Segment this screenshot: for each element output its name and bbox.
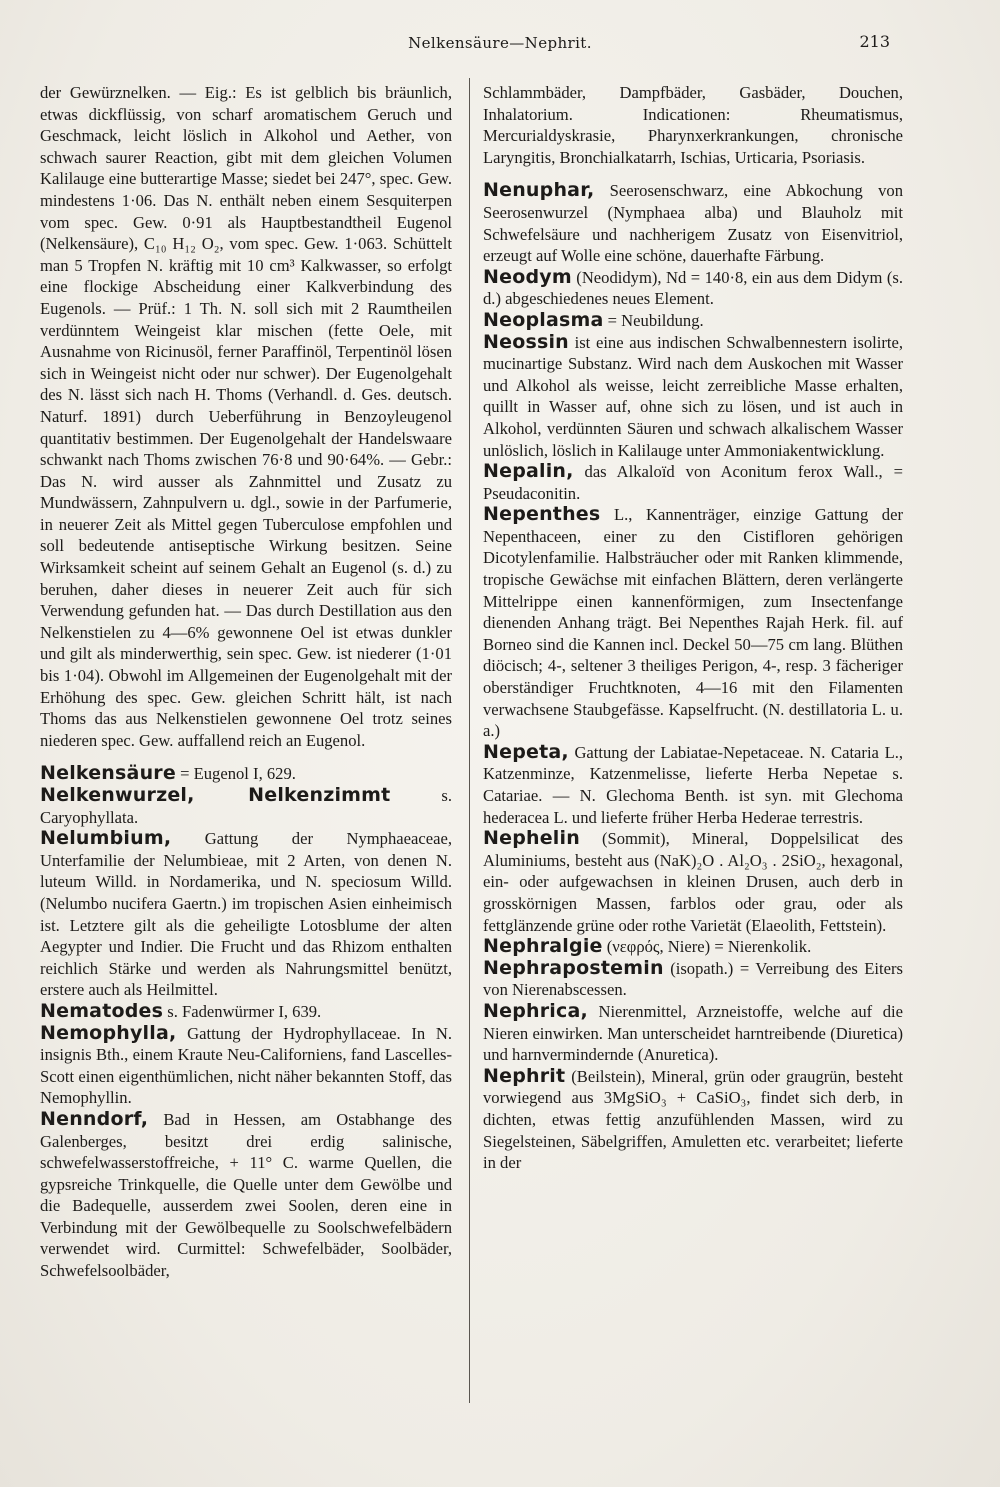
- headword: Nemophylla,: [40, 1021, 177, 1044]
- entry-text: Gattung der Nymphaeaceae, Unterfamilie der Nelumbieae, mit 2 Arten, von denen N. luteum Willd. in Nordamerika, und N. speciosum Willd. (Nelumbo nucifera Gaertn.) im tropischen Asien einheimisch ist. Letztere gilt als die geheiligte Lotosblume der alten Aegypter und Indier. Die Frucht und das Rhizom enthalten reichlich Stärke und werden als Nahrungsmittel benützt, erstere auch als Heilmittel.: [40, 829, 452, 1000]
- entry-text: (isopath.) = Verreibung des Eiters von Nierenabscessen.: [483, 958, 903, 1000]
- entry-nephrapostemin: [483, 958, 903, 1001]
- headword: Neoplasma: [483, 308, 604, 331]
- entry-nepenthes: [483, 504, 903, 742]
- entry-text: Gattung der Labiatae-Nepetaceae. N. Cataria L., Katzenminze, Katzenmelisse, lieferte Herba Nepetae s. Catariae. — N. Glechoma Benth. ist syn. mit Glechoma hederacea L. und lieferte früher Herba Hederae terrestris.: [483, 742, 903, 827]
- entry-text: (Beilstein), Mineral, grün oder graugrün, besteht vorwiegend aus 3MgSiO₃ + CaSiO₃, findet sich derb, in dichten, etwas fettig anzufühlenden Massen, wird zu Siegelsteinen, Säbelgriffen, Amuletten etc. verarbeitet; lieferte in der: [483, 1066, 903, 1173]
- entry-text: Nierenmittel, Arzneistoffe, welche auf die Nieren einwirken. Man unterscheidet harntreibende (Diuretica) und harnvermindernde (Anuretica).: [483, 1001, 903, 1065]
- entry-nephelin: [483, 828, 903, 936]
- entry-text: Bad in Hessen, am Ostabhange des Galenberges, besitzt drei erdig salinische, schwefelwasserstoffreiche, + 11° C. warme Quellen, die gypsreiche Trinkquelle, die Quelle unter dem Gewölbe und die Badequelle, ausserdem zwei Soolen, deren eine in Verbindung mit der Gewölbequelle zu Soolschwefelbädern verwendet wird. Curmittel: Schwefelbäder, Soolbäder, Schwefelsoolbäder,: [40, 1109, 452, 1281]
- entry-nemophylla: [40, 1023, 452, 1109]
- entry-neossin: [483, 332, 903, 462]
- entry-nelkenwurzel: [40, 785, 452, 828]
- entry-nephrica: [483, 1001, 903, 1066]
- entry-text: = Eugenol I, 629.: [175, 764, 296, 784]
- headword: Nephrit: [483, 1064, 566, 1087]
- entry-neodym: [483, 267, 903, 310]
- headword: Nepeta,: [483, 740, 569, 763]
- headword: Nelumbium,: [40, 827, 172, 850]
- headword: Nephralgie: [483, 935, 603, 958]
- running-title: Nelkensäure—Nephrit.: [408, 34, 592, 52]
- headword: Nepenthes: [483, 503, 601, 526]
- entry-nephrit: [483, 1066, 903, 1174]
- headword: Nephrica,: [483, 999, 588, 1022]
- entry-text: s. Fadenwürmer I, 639.: [163, 1001, 322, 1021]
- entry-text: (Neodidym), Nd = 140·8, ein aus dem Didym (s. d.) abgeschiedenes neues Element.: [483, 267, 903, 309]
- right-column: [483, 82, 903, 1174]
- entry-text: das Alkaloïd von Aconitum ferox Wall., = Pseudaconitin.: [483, 462, 903, 503]
- entry-text: L., Kannenträger, einzige Gattung der Nepenthaceen, einer zu den Cistifloren gehörigen Dicotylenfamilie. Halbsträucher oder mit Ranken klimmende, tropische Gewächse mit einfachen Blättern, deren verlängerte Mittelrippe einen kannenförmigen, zum Insectenfange dienenden Anhang trägt. Bei Nepenthes Rajah Herk. fil. auf Borneo sind die Kannen incl. Deckel 50—75 cm lang. Blüthen diöcisch; 4-, seltener 3 theiliges Perigon, 4-, resp. 3 fächeriger oberständiger Fruchtknoten, 4—16 mit den Filamenten verwachsene Staubgefässe. Kapselfrucht. (N. destillatoria L. u. a.): [483, 505, 903, 741]
- entry-nepeta: [483, 742, 903, 828]
- headword: Nephelin: [483, 827, 580, 850]
- entry-text: ist eine aus indischen Schwalbennestern isolirte, mucinartige Substanz. Wird nach dem Auskochen mit Wasser und Alkohol als weisse, leicht zerreibliche Masse erhalten, quillt in Wasser auf, ohne sich zu lösen, und ist auch in Alkohol, verdünnten Säuren und schwach alkalischem Wasser unlöslich, löslich in Kalilauge unter Ammoniakentwicklung.: [483, 332, 903, 460]
- entry-nematodes: [40, 1001, 452, 1023]
- left-column: [40, 82, 452, 1282]
- entry-nelumbium: [40, 828, 452, 1001]
- headword: Nephrapostemin: [483, 956, 664, 979]
- entry-text: s. Caryophyllata.: [40, 786, 452, 827]
- entry-text: (νεφρός, Niere) = Nierenkolik.: [602, 937, 812, 957]
- entry-nephralgie: [483, 936, 903, 958]
- headword: Nenuphar,: [483, 179, 595, 202]
- headword: Neodym: [483, 265, 572, 288]
- entry-nepalin: [483, 461, 903, 504]
- entry-nenuphar: [483, 180, 903, 266]
- entry-text: Seerosenschwarz, eine Abkochung von Seerosenwurzel (Nymphaea alba) und Blauholz mit Schwefelsäure und nachherigem Zusatz von Eisenvitriol, erzeugt auf Wolle eine schöne, dauerhafte Färbung.: [483, 181, 903, 266]
- page-number: 213: [859, 32, 890, 51]
- headword: Nematodes: [40, 999, 164, 1022]
- entry-nelkensaeure: [40, 763, 452, 785]
- continuation-text: der Gewürznelken. — Eig.: Es ist gelblich bis bräunlich, etwas dickflüssig, von scharf aromatischem Geruch und Geschmack, leicht löslich in Alkohol und Aether, von schwach saurer Reaction, gibt mit dem gleichen Volumen Kalilauge eine butterartige Masse; siedet bei 247°, spec. Gew. mindestens 1·06. Das N. enthält neben einem Sesquiterpen vom spec. Gew. 0·91 als Hauptbestandtheil Eugenol (Nelkensäure), C₁₀ H₁₂ O₂, vom spec. Gew. 1·063. Schüttelt man 5 Tropfen N. kräftig mit 10 cm³ Kalkwasser, so erfolgt eine flockige Abscheidung einer Kalkverbindung des Eugenols. — Prüf.: 1 Th. N. soll sich mit 2 Raumtheilen verdünntem Weingeist klar mischen (fette Oele, mit Ausnahme von Ricinusöl, ferner Paraffinöl, Terpentinöl lösen sich in Weingeist nicht oder nur schwer). Der Eugenolgehalt des N. lässt sich nach H. Thoms (Verhandl. d. Ges. deutsch. Naturf. 1891) durch Ueberführung in Benzoyleugenol quantitativ bestimmen. Der Eugenolgehalt der Handelswaare schwankt nach Thoms zwischen 76·8 und 90·64%. — Gebr.: Das N. wird ausser als Zahnmittel und Zusatz zu Mundwässern, Zahnpulvern u. dgl., sowie in der Parfumerie, in neuerer Zeit als Mittel gegen Tuberculose empfohlen und soll bedeutende antiseptische Wirkung besitzen. Seine Wirksamkeit scheint auf seinem Gehalt an Eugenol (s. d.) zu beruhen, daher dieses in neuerer Zeit auch für sich Verwendung gefunden hat. — Das durch Destillation aus den Nelkenstielen zu 4—6% gewonnene Oel ist etwas dunkler und gilt als minderwerthig, sein spec. Gew. ist niederer (1·01 bis 1·04). Obwohl im Allgemeinen der Eugenolgehalt mit der Erhöhung des spec. Gew. gleichen Schritt hält, ist nach Thoms das aus Nelkenstielen gewonnene Oel trotz seines niederen spec. Gew. auffallend reich an Eugenol.: [40, 83, 452, 750]
- entry-nenndorf: [40, 1109, 452, 1282]
- entry-text: (Sommit), Mineral, Doppelsilicat des Aluminiums, besteht aus (NaK)₂O . Al₂O₃ . 2SiO₂, hexagonal, ein- oder aufgewachsen in kleinen Drusen, auch derb in grosskörnigen Massen, farblos oder grau, oder als fettglänzende grüne oder rothe Varietät (Elaeolith, Fettstein).: [483, 829, 903, 935]
- headword: Nelkenwurzel, Nelkenzimmt: [40, 784, 391, 806]
- headword: Nenndorf,: [40, 1107, 149, 1130]
- entry-neoplasma: [483, 310, 903, 332]
- headword: Neossin: [483, 330, 569, 353]
- headword: Nepalin,: [483, 460, 574, 483]
- entry-text: Gattung der Hydrophyllaceae. In N. insignis Bth., einem Kraute Neu-Californiens, fand Lascelles-Scott einen eigenthümlichen, nicht näher bekannten Stoff, das Nemophyllin.: [40, 1023, 452, 1108]
- column-divider: [469, 78, 470, 1403]
- headword: Nelkensäure: [40, 762, 176, 785]
- continuation-text: Schlammbäder, Dampfbäder, Gasbäder, Douchen, Inhalatorium. Indicationen: Rheumatismus, Mercurialdyskrasie, Pharynxerkrankungen, chronische Laryngitis, Bronchialkatarrh, Ischias, Urticaria, Psoriasis.: [483, 83, 903, 167]
- entry-text: = Neubildung.: [603, 310, 704, 330]
